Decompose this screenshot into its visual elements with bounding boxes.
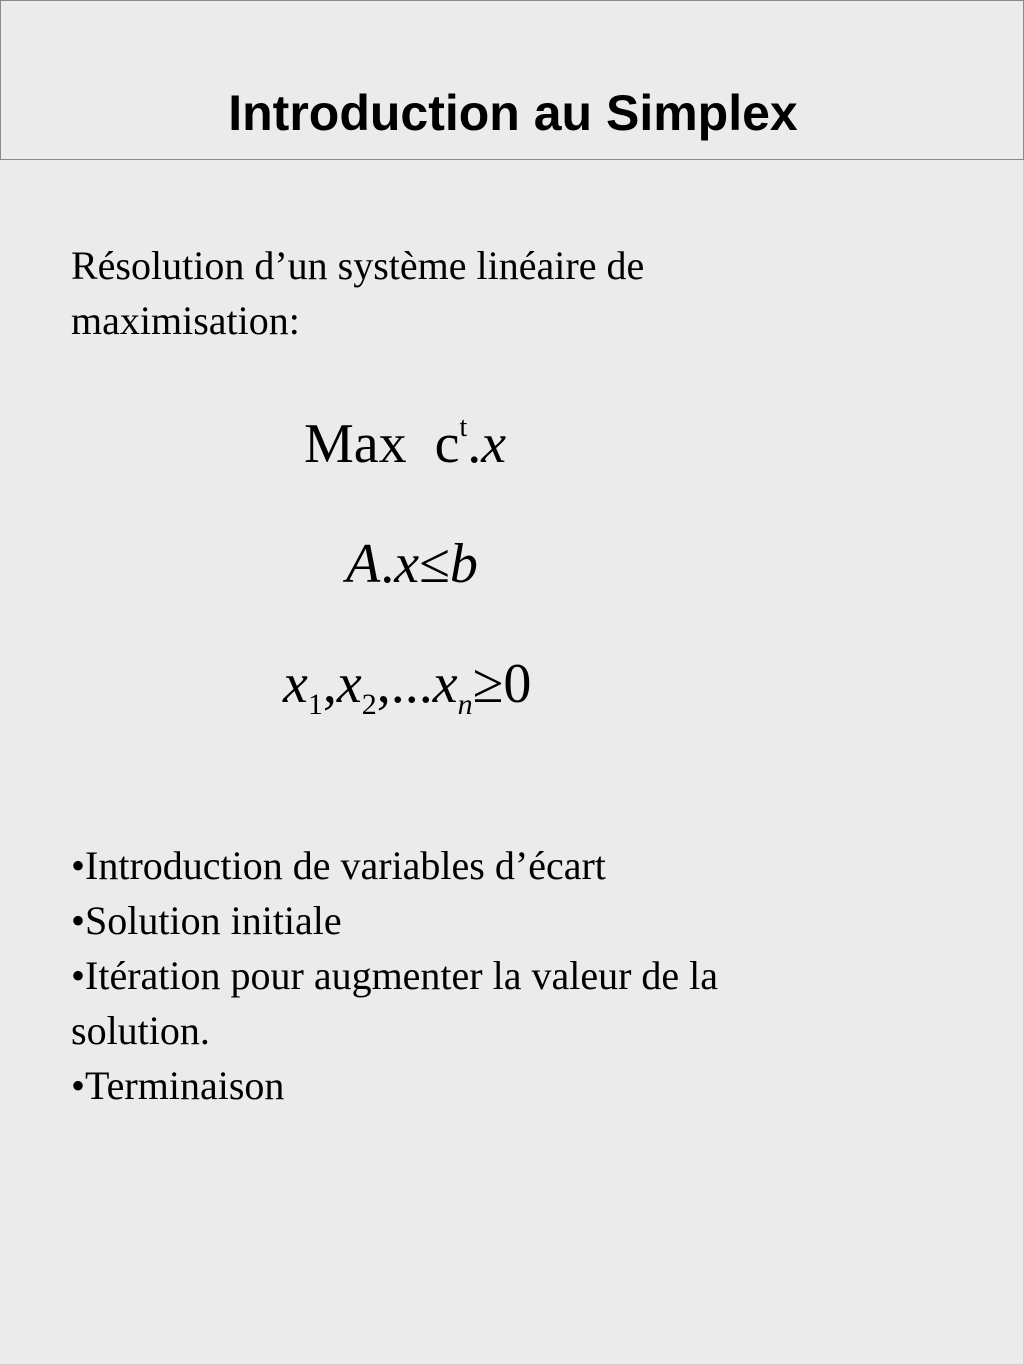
bullet-item: •Terminaison (71, 1063, 285, 1108)
constraint-formula (346, 528, 478, 600)
nonnegativity-formula (283, 648, 531, 741)
bullet-item: •Itération pour augmenter la valeur de la (71, 953, 719, 998)
variable-x: x (394, 533, 420, 595)
intro-line-2: maximisation: (71, 298, 300, 343)
bullet-item: •Introduction de variables d’écart (71, 843, 606, 888)
variable-x: x (481, 413, 507, 475)
subscript-1: 1 (307, 688, 323, 721)
variable-x1: x (283, 653, 308, 715)
subscript-2: 2 (361, 688, 377, 721)
geq-symbol: ≥ (472, 653, 504, 715)
matrix-a: A (346, 533, 381, 595)
separator-ellipsis: ,... (376, 653, 433, 715)
variable-xn: x (432, 653, 458, 715)
title-box (0, 0, 1024, 160)
bullet-list (71, 838, 971, 1113)
variable-x2: x (336, 653, 362, 715)
separator-comma: , (322, 653, 337, 715)
subscript-n: n (457, 688, 473, 721)
objective-formula (304, 392, 506, 480)
bullet-item-continuation: solution. (71, 1008, 210, 1053)
leq-symbol: ≤ (419, 533, 450, 595)
intro-line-1: Résolution d’un système linéaire de (71, 243, 645, 288)
dot-operator: . (380, 533, 395, 595)
dot-operator: . (467, 413, 482, 475)
cost-vector: c (434, 413, 460, 475)
bullet-item: •Solution initiale (71, 898, 342, 943)
zero-value: 0 (503, 653, 532, 715)
max-keyword: Max (304, 413, 407, 475)
transpose-symbol: t (459, 412, 468, 443)
slide-title: Introduction au Simplex (228, 85, 798, 141)
vector-b: b (449, 533, 478, 595)
intro-text (71, 238, 951, 348)
